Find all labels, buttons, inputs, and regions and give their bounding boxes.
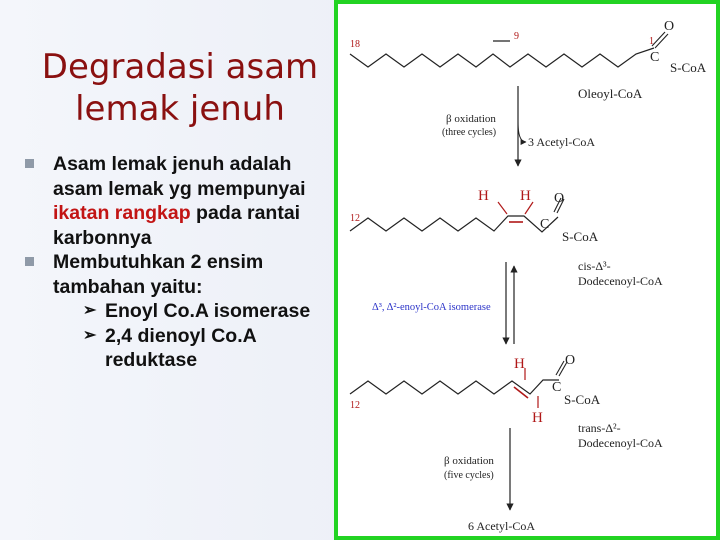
bullet-item-2 (20, 250, 320, 299)
trans-carbonyl-bond (556, 361, 564, 375)
cis-coa-group: S-CoA (562, 229, 599, 244)
title-line-2: lemak jenuh (75, 89, 285, 129)
oleoyl-num-left: 18 (350, 39, 360, 50)
sub-item-2 (83, 324, 320, 373)
oleoyl-num-mid: 9 (514, 31, 519, 42)
bullet-1-text: Asam lemak jenuh adalah asam lemak yg mempunyai (53, 153, 306, 200)
trans-double-bond (514, 387, 528, 398)
pathway-diagram-panel (334, 0, 720, 540)
oleoyl-oxygen: O (664, 19, 675, 34)
trans-dodecenoyl-coa-structure (350, 353, 663, 450)
sub-item-1-text: Enoyl Co.A isomerase (105, 300, 311, 322)
arrow-bullet-icon: ➢ (83, 326, 97, 344)
bullet-1-highlight: ikatan rangkap (53, 202, 191, 224)
oleoyl-num-right: 1 (649, 36, 654, 47)
cis-h-1: H (478, 188, 489, 204)
cis-oxygen: O (554, 191, 565, 206)
beta-oxidation-step-1 (442, 86, 595, 166)
bullet-item-1 (20, 152, 320, 250)
trans-carbon: C (552, 380, 562, 395)
arrow-bullet-icon: ➢ (83, 302, 97, 319)
cis-h-bond-1 (498, 202, 507, 214)
step-1-label: β oxidation (446, 113, 496, 125)
cis-chain (350, 216, 558, 232)
oleoyl-carbon: C (650, 50, 660, 65)
bullet-square-icon (25, 159, 34, 168)
beta-oxidation-step-2 (444, 428, 535, 533)
oleoyl-coa-group: S-CoA (670, 60, 707, 75)
step-2-sublabel: (five cycles) (444, 470, 494, 481)
oleoyl-coa-name: Oleoyl-CoA (578, 86, 643, 101)
trans-coa-group: S-CoA (564, 392, 601, 407)
cis-num-left: 12 (350, 213, 360, 224)
isomerase-step (372, 262, 514, 344)
sub-item-1 (83, 299, 320, 324)
trans-num-left: 12 (350, 400, 360, 411)
sub-item-2-text: 2,4 dienoyl Co.A reduktase (105, 324, 256, 371)
trans-name-line-1: trans-Δ²- (578, 421, 621, 435)
trans-oxygen: O (565, 353, 576, 368)
trans-chain (350, 380, 562, 395)
bullet-square-icon (25, 257, 34, 266)
cis-carbon: C (540, 217, 550, 232)
step-1-branch-arrow (518, 122, 526, 142)
isomerase-label: Δ³, Δ²-enoyl-CoA isomerase (372, 302, 491, 313)
step-1-sublabel: (three cycles) (442, 127, 497, 138)
trans-h-1: H (514, 356, 525, 372)
step-2-label: β oxidation (444, 455, 494, 467)
bullet-list (20, 152, 320, 373)
step-2-product: 6 Acetyl-CoA (468, 519, 535, 533)
pathway-diagram (338, 4, 716, 536)
trans-name-line-2: Dodecenoyl-CoA (578, 436, 663, 450)
step-1-product: 3 Acetyl-CoA (528, 135, 595, 149)
bullet-1-text-end: pada rantai karbonnya (53, 202, 301, 249)
slide-title (40, 46, 320, 130)
cis-name-line-2: Dodecenoyl-CoA (578, 274, 663, 288)
trans-h-2: H (532, 410, 543, 426)
oleoyl-chain (350, 48, 654, 67)
oleoyl-coa-structure (350, 19, 707, 101)
bullet-2-text: Membutuhkan 2 ensim tambahan yaitu: (53, 251, 264, 298)
cis-h-2: H (520, 188, 531, 204)
cis-name-line-1: cis-Δ³- (578, 259, 611, 273)
title-line-1: Degradasi asam (41, 47, 319, 87)
